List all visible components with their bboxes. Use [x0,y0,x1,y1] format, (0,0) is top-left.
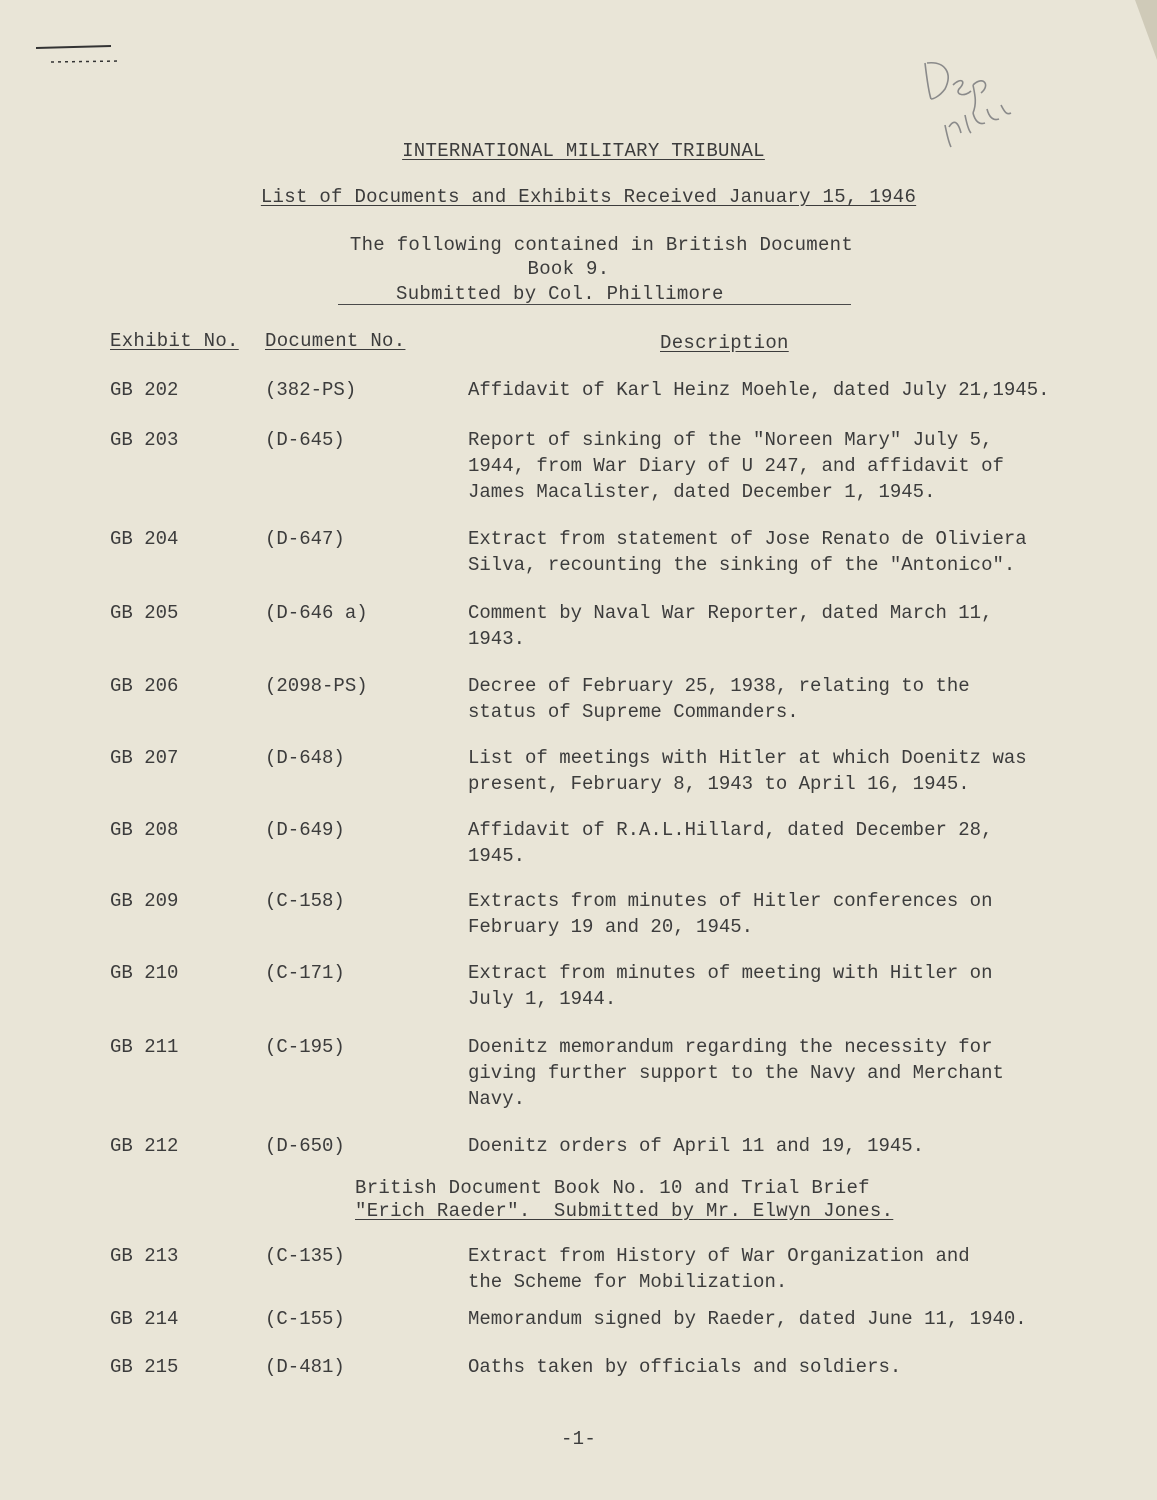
description-line: Report of sinking of the "Noreen Mary" July 5, [468,429,993,451]
description-line: 1943. [468,628,526,650]
exhibit-no: GB 210 [110,962,179,984]
folded-corner [1135,0,1157,60]
description-line: Oaths taken by officials and soldiers. [468,1356,902,1378]
header-rule [338,304,851,305]
document-no: (C-158) [265,890,345,912]
contained-line-2: Book 9. [527,258,610,280]
description-line: 1944, from War Diary of U 247, and affidavit of [468,455,1004,477]
list-title: List of Documents and Exhibits Received January 15, 1946 [260,186,917,208]
description-line: Decree of February 25, 1938, relating to the [468,675,970,697]
description-line: giving further support to the Navy and Merchant [468,1062,1004,1084]
exhibit-no: GB 213 [110,1245,179,1267]
description-line: status of Supreme Commanders. [468,701,799,723]
description-line: 1945. [468,845,526,867]
description-line: Navy. [468,1088,526,1110]
page-number: -1- [560,1428,597,1450]
description-line: Affidavit of R.A.L.Hillard, dated December 28, [468,819,993,841]
exhibit-no: GB 204 [110,528,179,550]
document-no: (382-PS) [265,379,357,401]
exhibit-no: GB 202 [110,379,179,401]
document-no: (D-646 a) [265,602,368,624]
exhibit-no: GB 203 [110,429,179,451]
document-no: (D-647) [265,528,345,550]
col-header-document: Document No. [265,330,406,352]
tribunal-title: INTERNATIONAL MILITARY TRIBUNAL [402,140,765,162]
document-no: (C-155) [265,1308,345,1330]
exhibit-no: GB 215 [110,1356,179,1378]
document-no: (D-648) [265,747,345,769]
document-no: (2098-PS) [265,675,368,697]
document-no: (D-649) [265,819,345,841]
document-no: (C-171) [265,962,345,984]
description-line: July 1, 1944. [468,988,617,1010]
description-line: February 19 and 20, 1945. [468,916,754,938]
exhibit-no: GB 208 [110,819,179,841]
exhibit-no: GB 206 [110,675,179,697]
description-line: present, February 8, 1943 to April 16, 1945. [468,773,970,795]
section2-line-2: "Erich Raeder". Submitted by Mr. Elwyn Jones. [355,1200,894,1222]
col-header-description: Description [660,332,789,354]
exhibit-no: GB 214 [110,1308,179,1330]
exhibit-no: GB 207 [110,747,179,769]
description-line: Silva, recounting the sinking of the "Antonico". [468,554,1016,576]
punch-mark [36,40,126,70]
document-no: (D-645) [265,429,345,451]
description-line: Memorandum signed by Raeder, dated June 11, 1940. [468,1308,1027,1330]
document-no: (C-195) [265,1036,345,1058]
description-line: the Scheme for Mobilization. [468,1271,788,1293]
submitted-by-line: Submitted by Col. Phillimore [396,283,724,305]
description-line: Extracts from minutes of Hitler conferences on [468,890,993,912]
contained-line-1: The following contained in British Document [349,234,854,256]
section2-line-1: British Document Book No. 10 and Trial Brief [355,1177,870,1199]
description-line: Extract from statement of Jose Renato de Oliviera [468,528,1027,550]
exhibit-no: GB 211 [110,1036,179,1058]
description-line: Extract from minutes of meeting with Hitler on [468,962,993,984]
exhibit-no: GB 209 [110,890,179,912]
document-no: (D-481) [265,1356,345,1378]
exhibit-no: GB 205 [110,602,179,624]
document-no: (D-650) [265,1135,345,1157]
description-line: Comment by Naval War Reporter, dated March 11, [468,602,993,624]
description-line: Doenitz memorandum regarding the necessity for [468,1036,993,1058]
col-header-exhibit: Exhibit No. [110,330,239,352]
description-line: Extract from History of War Organization and [468,1245,970,1267]
document-no: (C-135) [265,1245,345,1267]
exhibit-no: GB 212 [110,1135,179,1157]
description-line: Affidavit of Karl Heinz Moehle, dated July 21,1945. [468,379,1050,401]
description-line: Doenitz orders of April 11 and 19, 1945. [468,1135,925,1157]
description-line: List of meetings with Hitler at which Doenitz was [468,747,1027,769]
description-line: James Macalister, dated December 1, 1945. [468,481,936,503]
